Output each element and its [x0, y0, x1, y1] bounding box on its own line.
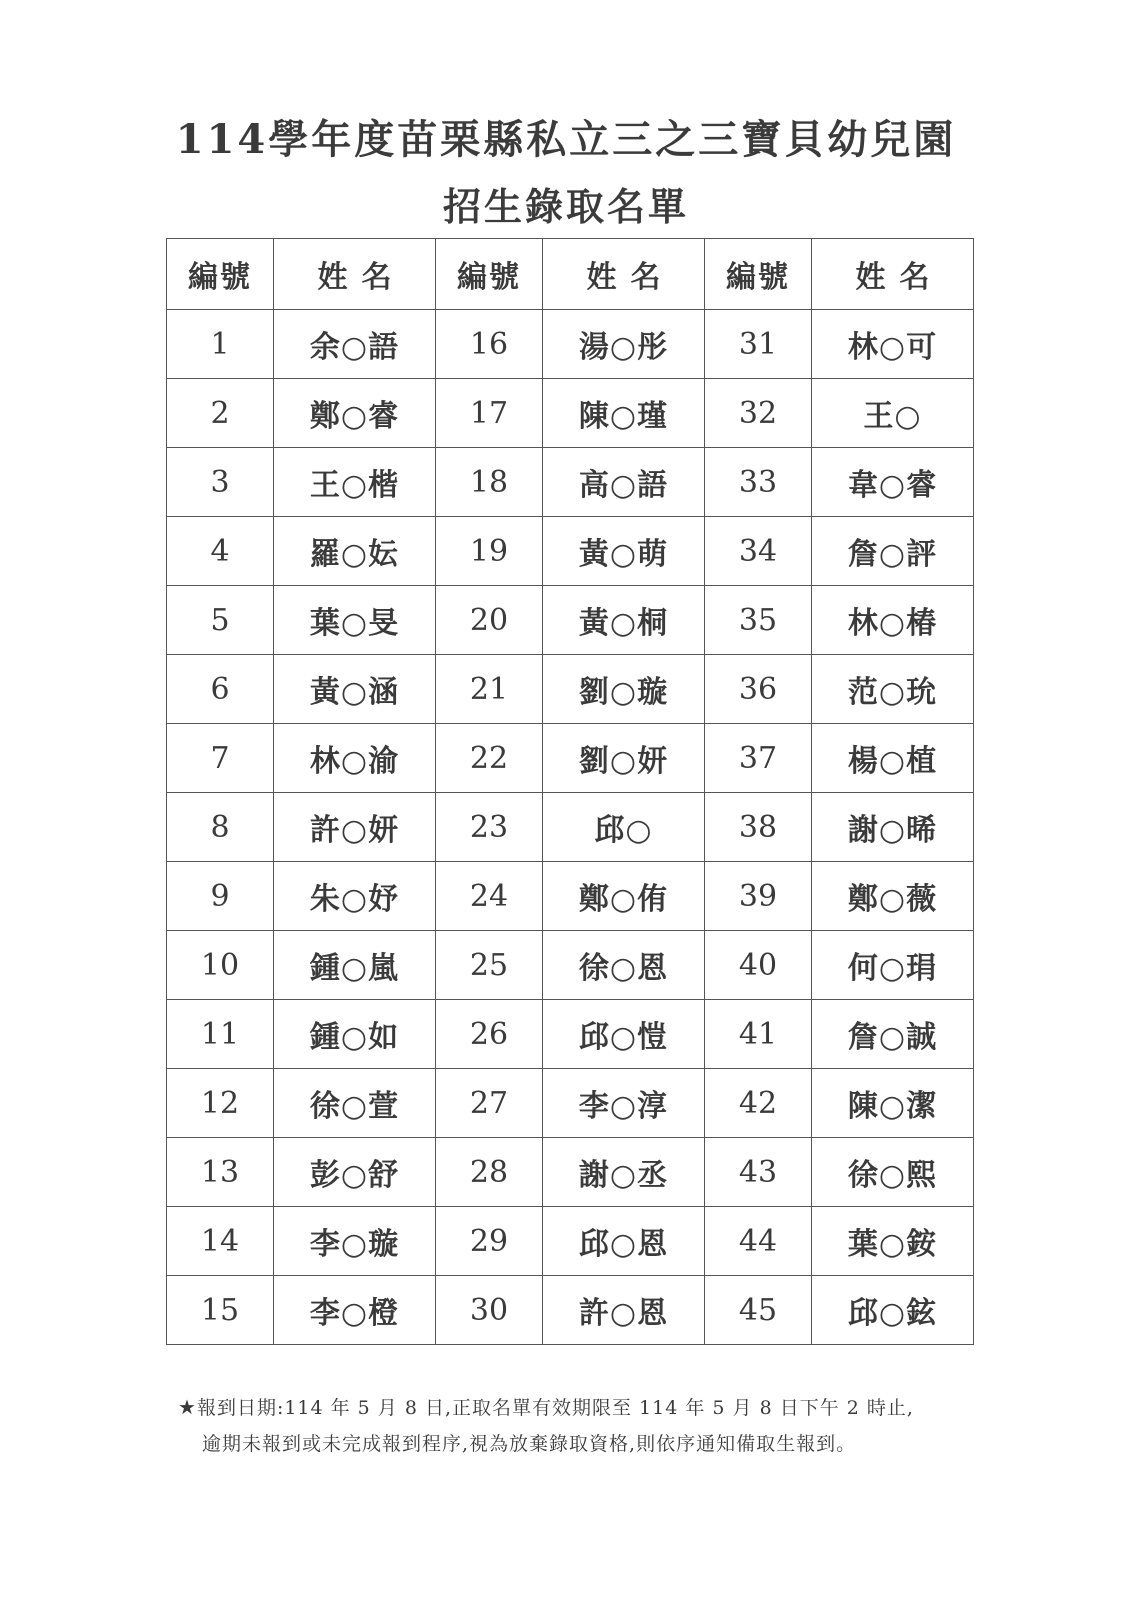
student-name-cell: 彭○舒	[274, 1138, 436, 1207]
student-name-cell: 葉○銨	[812, 1207, 974, 1276]
header-name: 姓名	[274, 239, 436, 310]
student-number-cell: 41	[705, 1000, 812, 1069]
student-name-cell: 詹○評	[812, 517, 974, 586]
table-row	[167, 655, 974, 724]
student-number-cell: 35	[705, 586, 812, 655]
student-name-cell: 劉○璇	[543, 655, 705, 724]
student-number-cell: 6	[167, 655, 274, 724]
student-number-cell: 3	[167, 448, 274, 517]
note-line-2: 逾期未報到或未完成報到程序,視為放棄錄取資格,則依序通知備取生報到。	[202, 1433, 857, 1455]
student-number-cell: 5	[167, 586, 274, 655]
student-name-cell: 邱○	[543, 793, 705, 862]
student-number-cell: 26	[436, 1000, 543, 1069]
student-name-cell: 黃○萌	[543, 517, 705, 586]
student-name-cell: 邱○恩	[543, 1207, 705, 1276]
student-name-cell: 徐○恩	[543, 931, 705, 1000]
table-row	[167, 310, 974, 379]
student-name-cell: 林○椿	[812, 586, 974, 655]
student-number-cell: 24	[436, 862, 543, 931]
student-number-cell: 39	[705, 862, 812, 931]
student-name-cell: 高○語	[543, 448, 705, 517]
table-header-row	[167, 239, 974, 310]
star-icon: ★	[178, 1395, 197, 1419]
student-name-cell: 王○	[812, 379, 974, 448]
student-number-cell: 13	[167, 1138, 274, 1207]
student-name-cell: 韋○睿	[812, 448, 974, 517]
header-number: 編號	[436, 239, 543, 310]
student-name-cell: 林○可	[812, 310, 974, 379]
table-row	[167, 931, 974, 1000]
student-name-cell: 徐○熙	[812, 1138, 974, 1207]
student-name-cell: 邱○愷	[543, 1000, 705, 1069]
student-name-cell: 詹○誠	[812, 1000, 974, 1069]
table-body	[167, 310, 974, 1345]
student-number-cell: 9	[167, 862, 274, 931]
student-number-cell: 23	[436, 793, 543, 862]
table-row	[167, 1276, 974, 1345]
student-number-cell: 43	[705, 1138, 812, 1207]
student-number-cell: 45	[705, 1276, 812, 1345]
student-name-cell: 黃○涵	[274, 655, 436, 724]
student-number-cell: 19	[436, 517, 543, 586]
table-row	[167, 448, 974, 517]
student-number-cell: 18	[436, 448, 543, 517]
student-name-cell: 何○琄	[812, 931, 974, 1000]
student-number-cell: 29	[436, 1207, 543, 1276]
student-number-cell: 38	[705, 793, 812, 862]
table-row	[167, 1000, 974, 1069]
student-number-cell: 1	[167, 310, 274, 379]
student-name-cell: 湯○彤	[543, 310, 705, 379]
document-title: 114學年度苗栗縣私立三之三寶貝幼兒園	[175, 116, 957, 163]
student-number-cell: 12	[167, 1069, 274, 1138]
student-number-cell: 16	[436, 310, 543, 379]
student-name-cell: 李○璇	[274, 1207, 436, 1276]
student-number-cell: 7	[167, 724, 274, 793]
student-number-cell: 20	[436, 586, 543, 655]
table-row	[167, 724, 974, 793]
student-name-cell: 謝○晞	[812, 793, 974, 862]
student-name-cell: 許○妍	[274, 793, 436, 862]
student-name-cell: 鍾○如	[274, 1000, 436, 1069]
student-name-cell: 林○渝	[274, 724, 436, 793]
note-line-1	[178, 1393, 978, 1420]
student-name-cell: 朱○妤	[274, 862, 436, 931]
student-number-cell: 44	[705, 1207, 812, 1276]
student-number-cell: 14	[167, 1207, 274, 1276]
student-number-cell: 17	[436, 379, 543, 448]
student-name-cell: 鄭○睿	[274, 379, 436, 448]
student-number-cell: 15	[167, 1276, 274, 1345]
student-number-cell: 27	[436, 1069, 543, 1138]
student-number-cell: 11	[167, 1000, 274, 1069]
student-name-cell: 羅○妘	[274, 517, 436, 586]
student-number-cell: 30	[436, 1276, 543, 1345]
student-name-cell: 邱○鉉	[812, 1276, 974, 1345]
table-row	[167, 862, 974, 931]
admission-list-table	[166, 238, 974, 1345]
student-name-cell: 黃○桐	[543, 586, 705, 655]
student-number-cell: 40	[705, 931, 812, 1000]
student-name-cell: 謝○丞	[543, 1138, 705, 1207]
table-row	[167, 379, 974, 448]
student-name-cell: 鍾○嵐	[274, 931, 436, 1000]
header-number: 編號	[167, 239, 274, 310]
table-row	[167, 1207, 974, 1276]
student-number-cell: 2	[167, 379, 274, 448]
header-name: 姓名	[812, 239, 974, 310]
student-name-cell: 許○恩	[543, 1276, 705, 1345]
student-number-cell: 10	[167, 931, 274, 1000]
student-name-cell: 葉○旻	[274, 586, 436, 655]
header-name: 姓名	[543, 239, 705, 310]
student-name-cell: 楊○植	[812, 724, 974, 793]
student-name-cell: 陳○潔	[812, 1069, 974, 1138]
student-number-cell: 22	[436, 724, 543, 793]
student-name-cell: 李○橙	[274, 1276, 436, 1345]
student-name-cell: 劉○妍	[543, 724, 705, 793]
student-name-cell: 李○淳	[543, 1069, 705, 1138]
student-name-cell: 鄭○薇	[812, 862, 974, 931]
document-subtitle: 招生錄取名單	[442, 184, 689, 229]
student-number-cell: 28	[436, 1138, 543, 1207]
student-name-cell: 范○玧	[812, 655, 974, 724]
header-number: 編號	[705, 239, 812, 310]
table-row	[167, 1069, 974, 1138]
student-number-cell: 21	[436, 655, 543, 724]
table-row	[167, 793, 974, 862]
student-number-cell: 4	[167, 517, 274, 586]
student-number-cell: 32	[705, 379, 812, 448]
student-name-cell: 鄭○侑	[543, 862, 705, 931]
table-row	[167, 586, 974, 655]
student-name-cell: 徐○萱	[274, 1069, 436, 1138]
student-number-cell: 42	[705, 1069, 812, 1138]
student-name-cell: 陳○瑾	[543, 379, 705, 448]
table-row	[167, 517, 974, 586]
student-number-cell: 25	[436, 931, 543, 1000]
note-text-1: 報到日期:114 年 5 月 8 日,正取名單有效期限至 114 年 5 月 8 日下午 2 時止,	[196, 1397, 914, 1419]
student-name-cell: 余○語	[274, 310, 436, 379]
student-name-cell: 王○楷	[274, 448, 436, 517]
table-row	[167, 1138, 974, 1207]
student-number-cell: 37	[705, 724, 812, 793]
student-number-cell: 36	[705, 655, 812, 724]
student-number-cell: 31	[705, 310, 812, 379]
student-number-cell: 8	[167, 793, 274, 862]
student-number-cell: 34	[705, 517, 812, 586]
student-number-cell: 33	[705, 448, 812, 517]
